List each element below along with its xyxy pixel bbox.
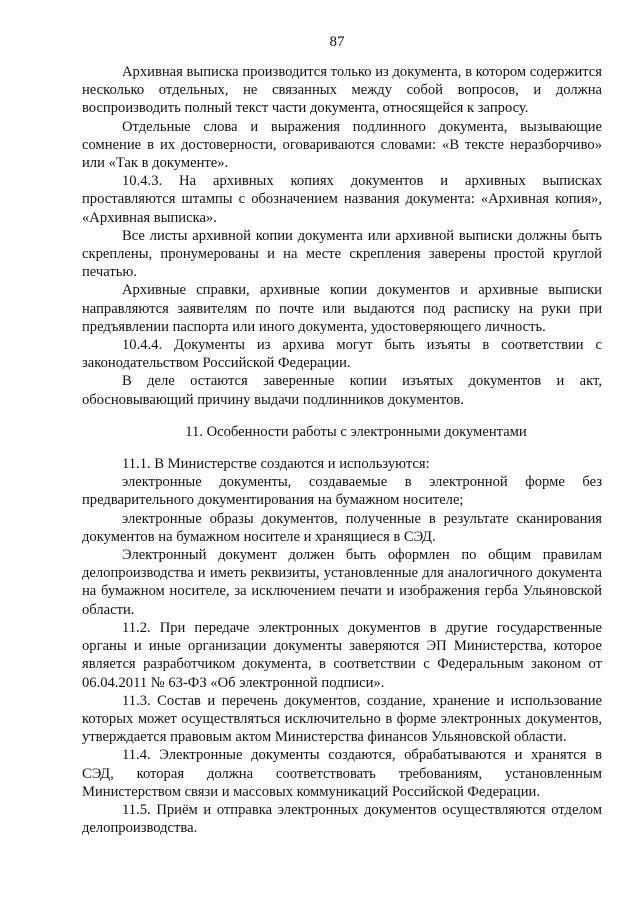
- paragraph-requisites: Электронный документ должен быть оформлен по общим правилам делопроизводства и иметь реквизиты, установленные для аналогичного документа на бумажном носителе, за исключением печати и изображения герба Ульяновской области.: [82, 547, 602, 618]
- paragraph-archive-extract: Архивная выписка производится только из документа, в котором содержится несколько отдельных, не связанных между собой вопросов, и должна воспроизводить полный текст части документа, относящейся к запросу.: [82, 64, 602, 117]
- paragraph-electronic-docs: электронные документы, создаваемые в электронной форме без предварительного документирования на бумажном носителе;: [82, 474, 602, 509]
- paragraph-archive-delivery: Архивные справки, архивные копии документов и архивные выписки направляются заявителям по почте или выдаются под расписку на руки при предъявлении паспорта или иного документа, удостоверяющего личность.: [82, 282, 602, 335]
- paragraph-10-4-4: 10.4.4. Документы из архива могут быть изъяты в соответствии с законодательством Российской Федерации.: [82, 337, 602, 372]
- paragraph-electronic-images: электронные образы документов, полученные в результате сканирования документов на бумажном носителе и хранящиеся в СЭД.: [82, 510, 602, 545]
- paragraph-doubtful-words: Отдельные слова и выражения подлинного документа, вызывающие сомнение в их достоверности, оговариваются словами: «В тексте неразборчиво» или «Так в документе».: [82, 118, 602, 172]
- page-number: 87: [329, 34, 345, 50]
- paragraph-10-4-3: 10.4.3. На архивных копиях документов и архивных выписках проставляются штампы с обозначением названия документа: «Архивная копия», «Архивная выписка».: [82, 173, 602, 226]
- paragraph-11-3: 11.3. Состав и перечень документов, создание, хранение и использование которых может осуществляться исключительно в форме электронных документов, утверждается правовым актом Министерства финансов Ульяновской области.: [82, 692, 602, 746]
- paragraph-11-1: 11.1. В Министерстве создаются и используются:: [122, 456, 430, 473]
- paragraph-11-2: 11.2. При передаче электронных документов в другие государственные органы и иные организации документы заверяются ЭП Министерства, которое является разработчиком документа, в соответствии с Федеральным законом от 06.04.2011 № 63-ФЗ «Об электронной подписи».: [82, 619, 602, 691]
- paragraph-certified-copies: В деле остаются заверенные копии изъятых документов и акт, обосновывающий причину выдачи подлинников документов.: [82, 373, 602, 408]
- paragraph-11-4: 11.4. Электронные документы создаются, обрабатываются и хранятся в СЭД, которая должна соответствовать требованиям, установленным Министерством связи и массовых коммуникаций Российской Федерации.: [82, 747, 602, 800]
- section-heading: 11. Особенности работы с электронными документами: [185, 423, 527, 440]
- paragraph-sheets-sealed: Все листы архивной копии документа или архивной выписки должны быть скреплены, пронумерованы и на месте скрепления заверены простой круглой печатью.: [82, 227, 602, 281]
- paragraph-11-5: 11.5. Приём и отправка электронных документов осуществляются отделом делопроизводства.: [82, 801, 602, 837]
